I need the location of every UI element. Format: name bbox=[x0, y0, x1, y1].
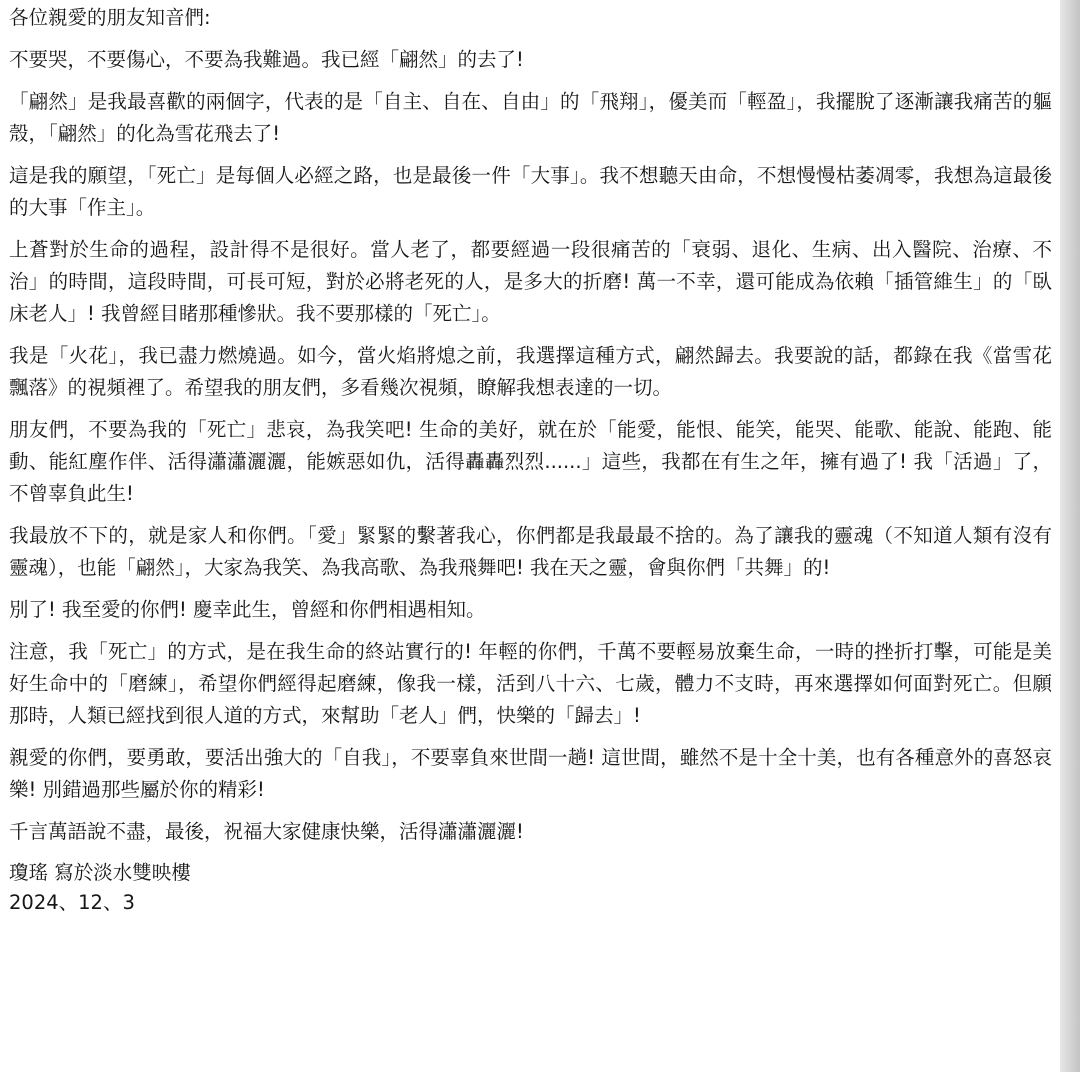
paragraph-3: 這是我的願望，「死亡」是每個人必經之路，也是最後一件「大事」。我不想聽天由命，不想慢慢枯萎凋零，我想為這最後的大事「作主」。 bbox=[9, 164, 1052, 219]
letter-signature: 瓊瑤 寫於淡水雙映樓 bbox=[9, 861, 191, 884]
letter-date: 2024、12、3 bbox=[9, 891, 135, 914]
paragraph-5: 我是「火花」，我已盡力燃燒過。如今，當火焰將熄之前，我選擇這種方式，翩然歸去。我要說的話，都錄在我《當雪花飄落》的視頻裡了。希望我的朋友們，多看幾次視頻，瞭解我想表達的一切。 bbox=[9, 344, 1052, 399]
paragraph-4: 上蒼對於生命的過程，設計得不是很好。當人老了，都要經過一段很痛苦的「衰弱、退化、生病、出入醫院、治療、不治」的時間，這段時間，可長可短，對於必將老死的人，是多大的折磨! 萬一不幸，還可能成為依賴「插管維生」的「臥床老人」! 我曾經目睹那種慘狀。我不要那樣的「死亡」。 bbox=[9, 238, 1052, 325]
paragraph-6: 朋友們，不要為我的「死亡」悲哀，為我笑吧! 生命的美好，就在於「能愛，能恨、能笑，能哭、能歌、能說、能跑、能動、能紅塵作伴、活得瀟瀟灑灑，能嫉惡如仇，活得轟轟烈烈......」這些，我都在有生之年，擁有過了! 我「活過」了，不曾辜負此生! bbox=[9, 418, 1052, 505]
page-edge-shadow bbox=[1060, 0, 1080, 1072]
paragraph-11: 千言萬語說不盡，最後，祝福大家健康快樂，活得瀟瀟灑灑! bbox=[9, 820, 524, 843]
paragraph-7: 我最放不下的，就是家人和你們。「愛」緊緊的繫著我心，你們都是我最最不捨的。為了讓我的靈魂（不知道人類有沒有靈魂），也能「翩然」，大家為我笑、為我高歌、為我飛舞吧! 我在天之靈，會與你們「共舞」的! bbox=[9, 524, 1052, 579]
paragraph-1: 不要哭，不要傷心，不要為我難過。我已經「翩然」的去了! bbox=[9, 48, 524, 71]
paragraph-10: 親愛的你們，要勇敢，要活出強大的「自我」，不要辜負來世間一趟! 這世間，雖然不是十全十美，也有各種意外的喜怒哀樂! 別錯過那些屬於你的精彩! bbox=[9, 746, 1052, 801]
paragraph-8: 別了! 我至愛的你們! 慶幸此生，曾經和你們相遇相知。 bbox=[9, 598, 486, 621]
paragraph-2: 「翩然」是我最喜歡的兩個字，代表的是「自主、自在、自由」的「飛翔」，優美而「輕盈」，我擺脫了逐漸讓我痛苦的軀殼，「翩然」的化為雪花飛去了! bbox=[9, 90, 1052, 145]
letter-greeting: 各位親愛的朋友知音們: bbox=[9, 6, 211, 29]
paragraph-9: 注意，我「死亡」的方式，是在我生命的終站實行的! 年輕的你們，千萬不要輕易放棄生命，一時的挫折打擊，可能是美好生命中的「磨練」，希望你們經得起磨練，像我一樣，活到八十六、七歲，體力不支時，再來選擇如何面對死亡。但願那時，人類已經找到很人道的方式，來幫助「老人」們，快樂的「歸去」! bbox=[9, 640, 1052, 727]
